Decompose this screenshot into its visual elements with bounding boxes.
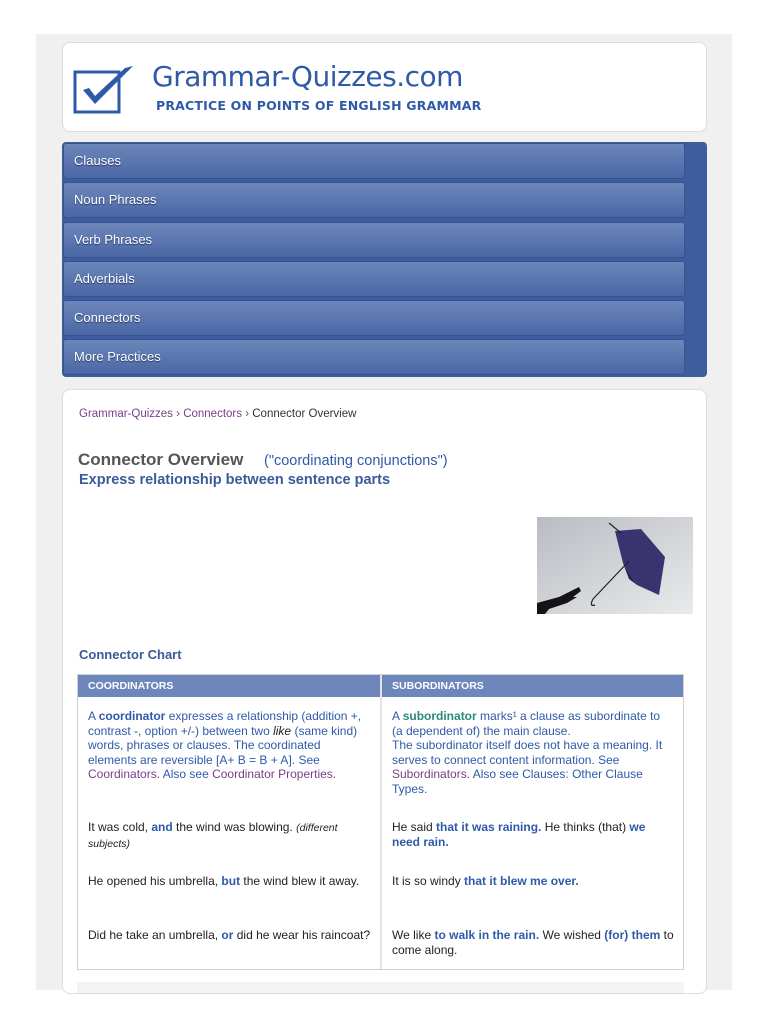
nav-item-adverbials[interactable]: Adverbials	[63, 261, 685, 297]
text-span: He said	[392, 820, 437, 834]
subordinator-definition	[392, 709, 674, 797]
table-row-left	[88, 874, 371, 889]
clause-types-link[interactable]: Clauses: Other Clause Types.	[392, 767, 643, 796]
connector-keyword: (for) them	[604, 928, 661, 942]
breadcrumb-separator: ›	[245, 408, 250, 420]
connector-keyword: to walk in the rain.	[434, 928, 540, 942]
column-divider	[380, 675, 382, 969]
nav-item-more-practices[interactable]: More Practices	[63, 339, 685, 375]
connector-keyword: that it blew me over.	[464, 874, 579, 888]
column-header-subordinators: SUBORDINATORS	[382, 675, 683, 697]
text-span: did he wear his raincoat?	[233, 928, 371, 942]
breadcrumb-separator: ›	[176, 408, 180, 420]
table-footer-bar	[77, 982, 684, 994]
text-span: He thinks (that)	[541, 820, 630, 834]
table-row-right	[392, 820, 674, 849]
table-row-left	[88, 820, 371, 851]
site-header	[62, 42, 707, 132]
nav-item-clauses[interactable]: Clauses	[63, 143, 685, 179]
nav-item-noun-phrases[interactable]: Noun Phrases	[63, 182, 685, 218]
text-span: We wished	[539, 928, 605, 942]
connector-keyword: that it was raining.	[436, 820, 542, 834]
coordinators-link[interactable]: Coordinators.	[88, 767, 161, 782]
nav-item-connectors[interactable]: Connectors	[63, 300, 685, 336]
page-title-note: ("coordinating conjunctions")	[264, 453, 448, 469]
text-span: the wind was blowing.	[172, 820, 297, 834]
text-span: It is so windy	[392, 874, 465, 888]
content-card	[62, 389, 707, 994]
site-name[interactable]: Grammar-Quizzes.com	[152, 60, 463, 93]
breadcrumb-home-link[interactable]: Grammar-Quizzes	[79, 408, 173, 420]
table-row-right	[392, 928, 674, 957]
text-span: marks¹ a clause as subordinate to (a dependent of) the main clause.	[392, 709, 661, 738]
text-span: We like	[392, 928, 435, 942]
text-span: He opened his umbrella,	[88, 874, 222, 888]
chart-title: Connector Chart	[79, 647, 182, 662]
subordinators-link[interactable]: Subordinators.	[392, 767, 471, 782]
umbrella-wind-photo	[537, 517, 693, 614]
text-span: (same kind) words, phrases or clauses. The coordinated elements are reversible [A+ B = B + A]. See	[88, 723, 358, 767]
connector-keyword: or	[221, 928, 234, 942]
text-span: Also see	[160, 767, 213, 782]
breadcrumb-connectors-link[interactable]: Connectors	[183, 408, 242, 420]
text-span: the wind blew it away.	[240, 874, 360, 888]
text-span: A	[392, 709, 403, 723]
text-span: Also see	[470, 767, 523, 782]
coordinator-definition	[88, 709, 371, 782]
text-span: expresses a relationship (addition +, contrast -, option +/-) between two	[88, 709, 362, 738]
page-subtitle: Express relationship between sentence parts	[79, 472, 391, 488]
coordinator-properties-link[interactable]: Coordinator Properties.	[212, 767, 337, 782]
main-nav	[62, 142, 707, 377]
connector-keyword: but	[221, 874, 241, 888]
table-row-left	[88, 928, 371, 943]
table-row-right	[392, 874, 674, 889]
connector-keyword: we need rain.	[392, 820, 646, 849]
text-span: Did he take an umbrella,	[88, 928, 222, 942]
keyword-subordinator: subordinator	[402, 709, 477, 723]
breadcrumb	[79, 408, 356, 420]
text-span: A	[88, 709, 99, 723]
text-span: The subordinator itself does not have a meaning. It serves to connect content information. See	[392, 738, 663, 767]
nav-item-verb-phrases[interactable]: Verb Phrases	[63, 222, 685, 258]
text-span: like	[273, 723, 292, 738]
text-span: to come along.	[392, 928, 674, 957]
site-tagline: PRACTICE ON POINTS OF ENGLISH GRAMMAR	[156, 98, 482, 113]
connector-keyword: and	[151, 820, 173, 834]
text-span: It was cold,	[88, 820, 152, 834]
breadcrumb-current: Connector Overview	[252, 408, 357, 420]
keyword-coordinator: coordinator	[98, 709, 166, 723]
example-note: (different subjects)	[88, 822, 338, 850]
connector-chart-table	[77, 674, 684, 970]
page-title: Connector Overview	[78, 450, 244, 469]
column-header-coordinators: COORDINATORS	[78, 675, 380, 697]
checkbox-check-icon[interactable]	[73, 62, 137, 116]
